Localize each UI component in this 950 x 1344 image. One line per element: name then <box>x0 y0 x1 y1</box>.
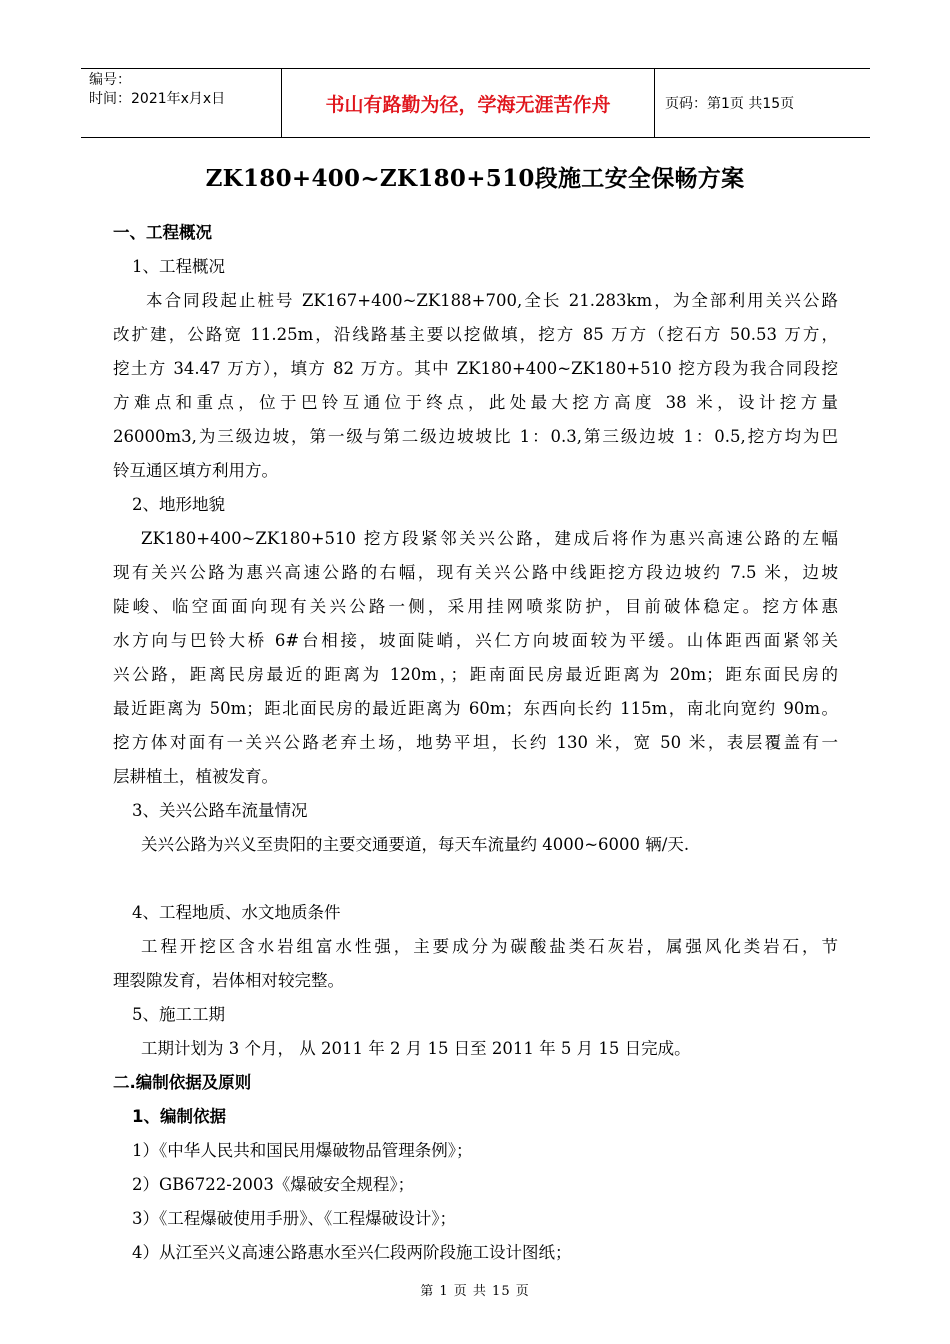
text-line: 改扩建，公路宽 11.25m，沿线路基主要以挖做填，挖方 85 万方（挖石方 50.53 万方， <box>113 325 838 344</box>
text-line: 关兴公路为兴义至贵阳的主要交通要道，每天车流量约 4000~6000 辆/天. <box>141 835 690 854</box>
text-line: 最近距离为 50m；距北面民房的最近距离为 60m；东西向长约 115m，南北向宽约 90m。 <box>113 699 838 718</box>
text-line: 层耕植土，植被发育。 <box>113 767 278 786</box>
text-line: 5、施工工期 <box>132 1005 225 1024</box>
text-line: 陡峻、临空面面向现有关兴公路一侧，采用挂网喷浆防护，目前破体稳定。挖方体惠 <box>113 597 838 616</box>
text-line: 方难点和重点，位于巴铃互通位于终点，此处最大挖方高度 38 米，设计挖方量 <box>113 393 838 412</box>
section-heading: 1、编制依据 <box>132 1107 226 1126</box>
text-line: 3、关兴公路车流量情况 <box>132 801 308 820</box>
text-line: 4）从江至兴义高速公路惠水至兴仁段两阶段施工设计图纸； <box>132 1243 572 1262</box>
text-line: 工程开挖区含水岩组富水性强，主要成分为碳酸盐类石灰岩，属强风化类岩石，节 <box>141 937 838 956</box>
number-label: 编号： <box>89 72 131 88</box>
text-line: 1）《中华人民共和国民用爆破物品管理条例》； <box>132 1141 473 1160</box>
text-line: 本合同段起止桩号 ZK167+400~ZK188+700,全长 21.283km，为全部利用关兴公路 <box>146 291 838 310</box>
text-line <box>113 862 838 896</box>
text-line: 理裂隙发育，岩体相对较完整。 <box>113 971 344 990</box>
text-line: 3）《工程爆破使用手册》、《工程爆破设计》； <box>132 1209 456 1228</box>
page-footer: 第 1 页 共 15 页 <box>420 1284 530 1299</box>
document-body <box>113 216 838 1270</box>
text-line: 26000m3,为三级边坡，第一级与第二级边坡坡比 1：0.3,第三级边坡 1：0.5,挖方均为巴 <box>113 427 838 446</box>
text-line: 工期计划为 3 个月， 从 2011 年 2 月 15 日至 2011 年 5 月 15 日完成。 <box>141 1039 691 1058</box>
section-heading: 二.编制依据及原则 <box>113 1073 252 1092</box>
text-line: 铃互通区填方利用方。 <box>113 461 278 480</box>
text-line: 1、工程概况 <box>132 257 225 276</box>
document-header <box>81 68 870 138</box>
header-motto: 书山有路勤为径，学海无涯苦作舟 <box>282 69 655 137</box>
document-title: ZK180+400~ZK180+510段施工安全保畅方案 <box>205 165 745 192</box>
header-page-info: 页码：第1页 共15页 <box>665 96 795 112</box>
time-label: 时间：2021年x月x日 <box>89 91 226 107</box>
text-line: 兴公路，距离民房最近的距离为 120m，；距南面民房最近距离为 20m；距东面民房的 <box>113 665 838 684</box>
text-line: 2、地形地貌 <box>132 495 225 514</box>
text-line: 2）GB6722-2003《爆破安全规程》； <box>132 1175 415 1194</box>
header-meta <box>81 69 282 137</box>
text-line: 水方向与巴铃大桥 6#台相接，坡面陡峭，兴仁方向坡面较为平缓。山体距西面紧邻关 <box>113 631 838 650</box>
text-line: 现有关兴公路为惠兴高速公路的右幅，现有关兴公路中线距挖方段边坡约 7.5 米，边坡 <box>113 563 838 582</box>
text-line: ZK180+400~ZK180+510 挖方段紧邻关兴公路，建成后将作为惠兴高速公路的左幅 <box>141 529 838 548</box>
text-line: 4、工程地质、水文地质条件 <box>132 903 341 922</box>
text-line: 挖方体对面有一关兴公路老弃土场，地势平坦，长约 130 米，宽 50 米，表层覆盖有一 <box>113 733 838 752</box>
section-heading: 一、工程概况 <box>113 223 212 242</box>
text-line: 挖土方 34.47 万方），填方 82 万方。其中 ZK180+400~ZK180+510 挖方段为我合同段挖 <box>113 359 838 378</box>
